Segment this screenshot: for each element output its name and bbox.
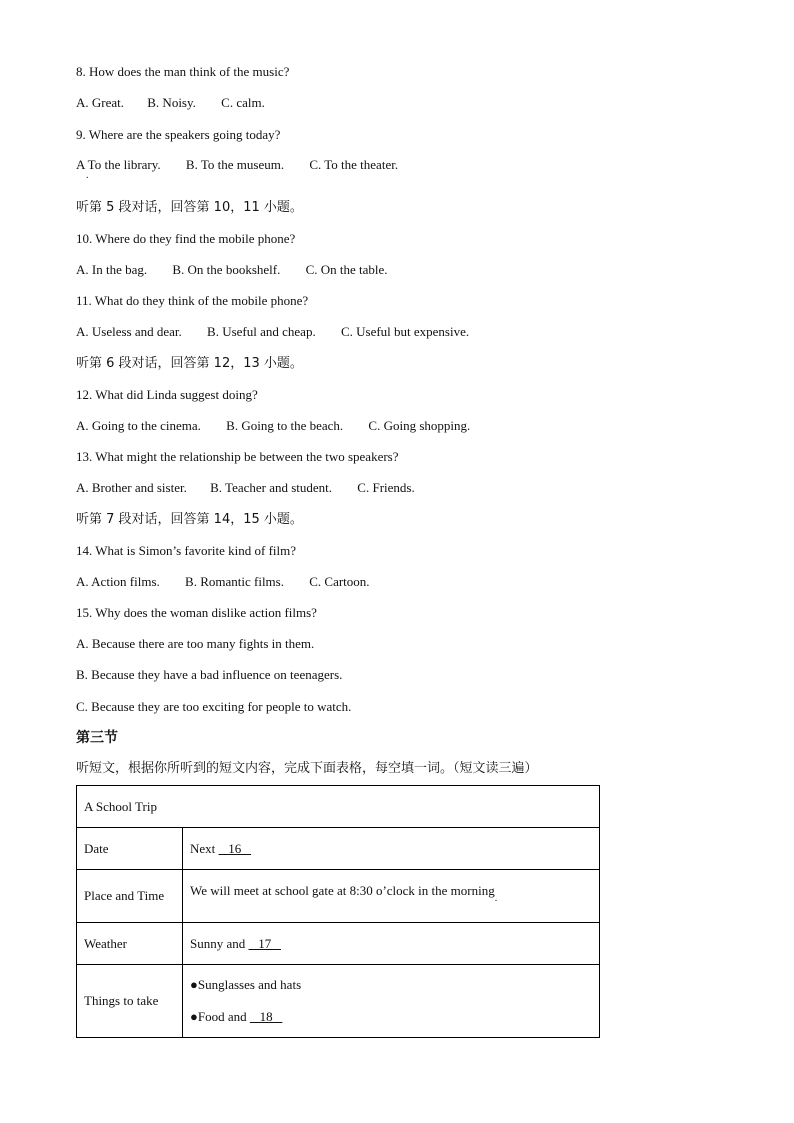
things-label: Things to take	[77, 965, 183, 1038]
option-b: B. Going to the beach.	[226, 418, 344, 433]
option-c: C. calm.	[221, 95, 265, 110]
blank-16[interactable]: 16	[218, 840, 252, 856]
stray-dot: .	[86, 170, 89, 181]
things-item-2-prefix: ●Food and	[190, 1009, 247, 1024]
option-b: B. On the bookshelf.	[172, 262, 281, 277]
question-8-options	[76, 95, 265, 111]
option-c: C. On the table.	[305, 262, 388, 277]
option-a: A. Brother and sister.	[76, 480, 187, 495]
question-14: 14. What is Simon’s favorite kind of film?	[76, 543, 297, 558]
question-12: 12. What did Linda suggest doing?	[76, 387, 258, 402]
weather-cell	[183, 923, 600, 965]
option-c: C. Friends.	[357, 480, 415, 495]
option-a: A. Going to the cinema.	[76, 418, 201, 433]
things-item-2	[190, 1009, 592, 1025]
table-heading: A School Trip	[77, 786, 600, 828]
instruction-passage-5: 听第 5 段对话，回答第 10，11 小题。	[76, 200, 303, 215]
weather-label: Weather	[77, 923, 183, 965]
option-a: A. Because there are too many fights in them.	[76, 636, 315, 651]
option-c: C. Because they are too exciting for people to watch.	[76, 699, 352, 714]
question-13-options	[76, 480, 415, 496]
table-row	[77, 923, 600, 965]
question-13: 13. What might the relationship be between the two speakers?	[76, 449, 399, 464]
question-11-options	[76, 324, 469, 340]
question-10-options	[76, 262, 388, 278]
things-item-1: ●Sunglasses and hats	[190, 977, 302, 992]
option-c: C. Cartoon.	[309, 574, 370, 589]
instruction-passage-6: 听第 6 段对话，回答第 12，13 小题。	[76, 356, 303, 371]
table-row	[77, 870, 600, 923]
stray-dot: .	[494, 893, 498, 904]
option-b: B. Because they have a bad influence on teenagers.	[76, 667, 343, 682]
question-11: 11. What do they think of the mobile phone?	[76, 293, 309, 308]
question-10: 10. Where do they find the mobile phone?	[76, 231, 296, 246]
date-cell	[183, 828, 600, 870]
date-prefix: Next	[190, 840, 216, 856]
option-a: A To the library.	[76, 157, 161, 172]
option-b: B. Teacher and student.	[210, 480, 333, 495]
table-row	[77, 786, 600, 828]
option-a: A. Useless and dear.	[76, 324, 182, 339]
question-9: 9. Where are the speakers going today?	[76, 127, 281, 142]
option-b: B. Useful and cheap.	[207, 324, 316, 339]
weather-prefix: Sunny and	[190, 935, 246, 951]
option-b: B. To the museum.	[185, 157, 285, 172]
question-14-options	[76, 574, 370, 590]
table-row	[77, 828, 600, 870]
option-b: B. Noisy.	[147, 95, 196, 110]
place-time-cell	[183, 870, 600, 923]
section-title: 第三节	[76, 730, 118, 746]
place-time-value: We will meet at school gate at 8:30 o’clock in the morning	[190, 883, 495, 898]
blank-17[interactable]: 17	[248, 935, 281, 951]
option-a: A. Great.	[76, 95, 125, 110]
option-a: A. In the bag.	[76, 262, 148, 277]
question-8: 8. How does the man think of the music?	[76, 64, 290, 79]
place-time-label: Place and Time	[77, 870, 183, 923]
option-b: B. Romantic films.	[185, 574, 284, 589]
section-instruction: 听短文，根据你所听到的短文内容，完成下面表格，每空填一词。（短文读三遍）	[76, 761, 538, 776]
option-c: C. Useful but expensive.	[340, 324, 470, 339]
date-label: Date	[77, 828, 183, 870]
question-15: 15. Why does the woman dislike action films?	[76, 605, 317, 620]
option-c: C. Going shopping.	[368, 418, 471, 433]
school-trip-table	[76, 785, 600, 1038]
option-c: C. To the theater.	[309, 157, 399, 172]
question-12-options	[76, 418, 470, 434]
blank-18[interactable]: 18	[249, 1009, 283, 1024]
table-row	[77, 965, 600, 1038]
question-9-options	[76, 157, 398, 173]
option-a: A. Action films.	[76, 574, 160, 589]
instruction-passage-7: 听第 7 段对话，回答第 14，15 小题。	[76, 512, 303, 527]
things-cell	[183, 965, 600, 1038]
